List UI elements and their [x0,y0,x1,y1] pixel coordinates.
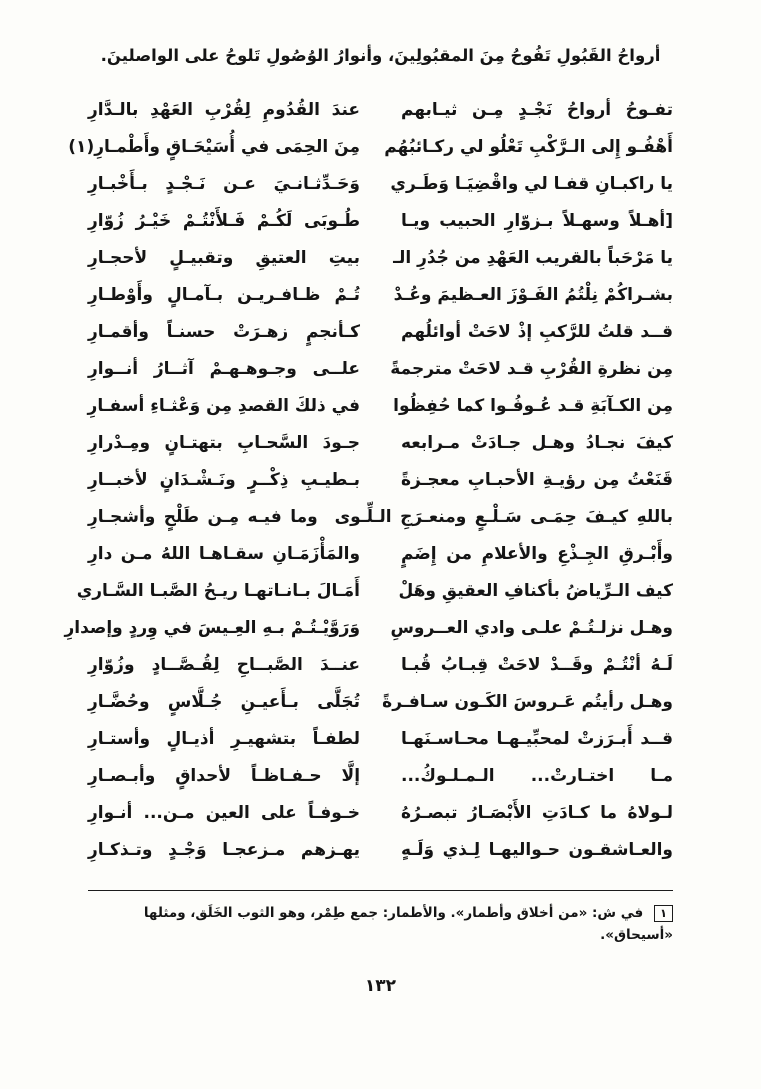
footnote [88,903,673,946]
verse-ajuz: مِنَ الحِمَى في أُسَيْحَـاقٍ وأَطْمـارِ(١) [68,136,361,157]
verse-ajuz: طُـوبَى لَكُـمْ فَـلأَنْتُـمْ خَيْـرُ زُوّارِ [88,210,361,231]
verse-row [88,831,673,868]
verse-sadr: مِن نظرةِ القُرْبِ قـد لاحَتْ مترجمةً [390,358,673,379]
verse-sadr: تفـوحُ أرواحُ نَجْـدٍ مِـن ثيـابهم [400,99,673,120]
verse-sadr: كيفَ نجـادُ وهـل جـادَتْ مـرابعه [400,432,673,453]
verse-ajuz: في ذلكَ القصدِ مِن وَعْثـاءِ أسفـارِ [87,395,361,416]
verse-sadr: باللهِ كيـفَ حِمَـى سَـلْـعٍ ومنعـرَجِ الـلِّـوى وما فيـه مِـن طَلْحٍ وأشجـارِ [88,506,673,527]
verse-ajuz: لطفـاً بتشهيـرِ أذيـالٍ وأستـارِ [88,728,361,749]
verse-sadr: قــد قلتُ للرَّكبِ إذْ لاحَتْ أوائلُهم [400,321,673,342]
verse-sadr: قــد أَبـرَزتْ لمحبِّيـهـا محـاسـنَهـا [400,728,673,749]
verse-row [88,461,673,498]
verse-ajuz: علــى وجـوهـهـمْ آثــارُ أنــوارِ [88,358,361,379]
verse-row [88,387,673,424]
verse-row [88,424,673,461]
verse-ajuz: كـأنجمٍ زهـرَتْ حسنـاً وأقمـارِ [88,321,361,342]
verse-row [88,276,673,313]
verse-sadr: قَنَعْتُ مِن رؤيـةِ الأحبـابِ معجـزةً [400,469,673,490]
verse-row [76,572,673,609]
verse-ajuz: تُجَلَّى بـأَعيـنِ جُـلَّاسٍ وحُضَّـارِ [88,691,361,712]
verse-row [88,757,673,794]
verse-ajuz: خـوفـاً على العين مـن... أنـوارِ [88,802,361,823]
verse-sadr: وهـل نزلـتُـمْ علـى وادي العــروسِ [390,617,673,638]
verse-sadr: أَهْفُـو إِلى الـرَّكْبِ تَعْلُو لي ركـائبُهُم [384,136,673,157]
page-number: ١٣٢ [364,976,397,997]
verse-ajuz: وَرَوَّيْـتُـمْ بـهِ العِـيسَ في وِردٍ وإصدارِ [64,617,361,638]
verse-row [88,202,673,239]
verse-sadr: لـولاهُ ما كـادَتِ الأَبْصَـارُ تبصـرُهُ [400,802,673,823]
verse-sadr: وأَبْـرقِ الجِـذْعِ والأعلامِ من إِضَمٍ [400,543,673,564]
verse-sadr: بشـراكُمْ نِلْتُمُ الفَـوْزَ العـظيمَ وعُـدْ [393,284,673,305]
verse-sadr: يا مَرْحَباً بالقريب العَهْدِ من جُدُرِ الـ [393,247,673,268]
verse-row [88,313,673,350]
verse-ajuz: يهـزهم مـزعجـا وَجْـدٍ وتـذكـارِ [88,839,361,860]
footnote-marker: ١ [654,905,673,922]
verse-row [64,609,673,646]
verse-row [88,239,673,276]
verse-sadr: كيف الـرِّياضُ بأكنافِ العقيقِ وهَلْ [398,580,673,601]
verse-row [88,794,673,831]
verse-ajuz: عنــدَ الصَّبــاحِ لِقُـصَّــادٍ وزُوّارِ [88,654,361,675]
verse-sadr: [أهـلاً وسهـلاً بـزوّارِ الحبيب ويـا [400,210,673,231]
verse-sadr: مِن الكـآبَةِ قـد عُـوفُـوا كما حُفِظُوا [393,395,673,416]
verse-ajuz: إلَّا حـفـاظـاً لأحداقٍ وأبـصـارِ [88,765,361,786]
footnote-text: في ش: «من أخلاق وأطمار». والأطمار: جمع طِمْر، وهو الثوب الخَلَق، ومثلها «أسيحاق». [143,905,673,943]
verse-row [88,91,673,128]
verse-ajuz: وَحَـدِّثـانـيَ عـن نَـجْـدٍ بـأَخْبـارِ [88,173,361,194]
verse-row [88,498,673,535]
verse-sadr: وهـل رأيتُم عَـروسَ الكَـون سـافـرةً [382,691,673,712]
poem [64,91,673,868]
verse-row [88,683,673,720]
verse-ajuz: عندَ القُدُومِ لِقُرْبِ العَهْدِ بالـدَّارِ [88,99,361,120]
verse-ajuz: تُـمْ ظـافـريـن بـآمـالٍ وأَوْطـارِ [88,284,361,305]
verse-row [88,535,673,572]
verse-row [88,720,673,757]
verse-row [88,165,673,202]
page-header-text: أرواحُ القَبُولِ تَفُوحُ مِنَ المقبُولِينَ، وأنوارُ الوُصُولِ تَلوحُ على الواصلينَ. [100,46,661,65]
verse-sadr: والعـاشقـون حـواليهـا لِـذي وَلَـهٍ [400,839,673,860]
verse-sadr: مـا اختـارتْ... الـمـلـوكُ... [400,765,673,786]
verse-ajuz: بـطيـبِ ذِكْــرٍ ونَـشْـدَانٍ لأخبــارِ [88,469,361,490]
verse-row [68,128,673,165]
verse-sadr: لَـهُ أنْتُـمْ وقَــدْ لاحَتْ قِبـابُ قُبـا [400,654,673,675]
verse-row [88,646,673,683]
footnote-divider [88,890,673,891]
verse-ajuz: أَمَـالَ بـانـاتهـا ريـحُ الصَّبـا السَّـاري [76,580,361,601]
verse-ajuz: والمَأْزَمَـانِ سقـاهـا اللهُ مـن دارِ [88,543,361,564]
verse-row [88,350,673,387]
verse-ajuz: جـودَ السَّحـابِ بتهتـانٍ ومِـدْرارِ [88,432,361,453]
verse-ajuz: بيتِ العتيقِ وتقبيـلٍ لأحجـارِ [88,247,361,268]
verse-sadr: يا راكبـانِ قفـا لي واقْضِيَـا وَطَـري [390,173,673,194]
